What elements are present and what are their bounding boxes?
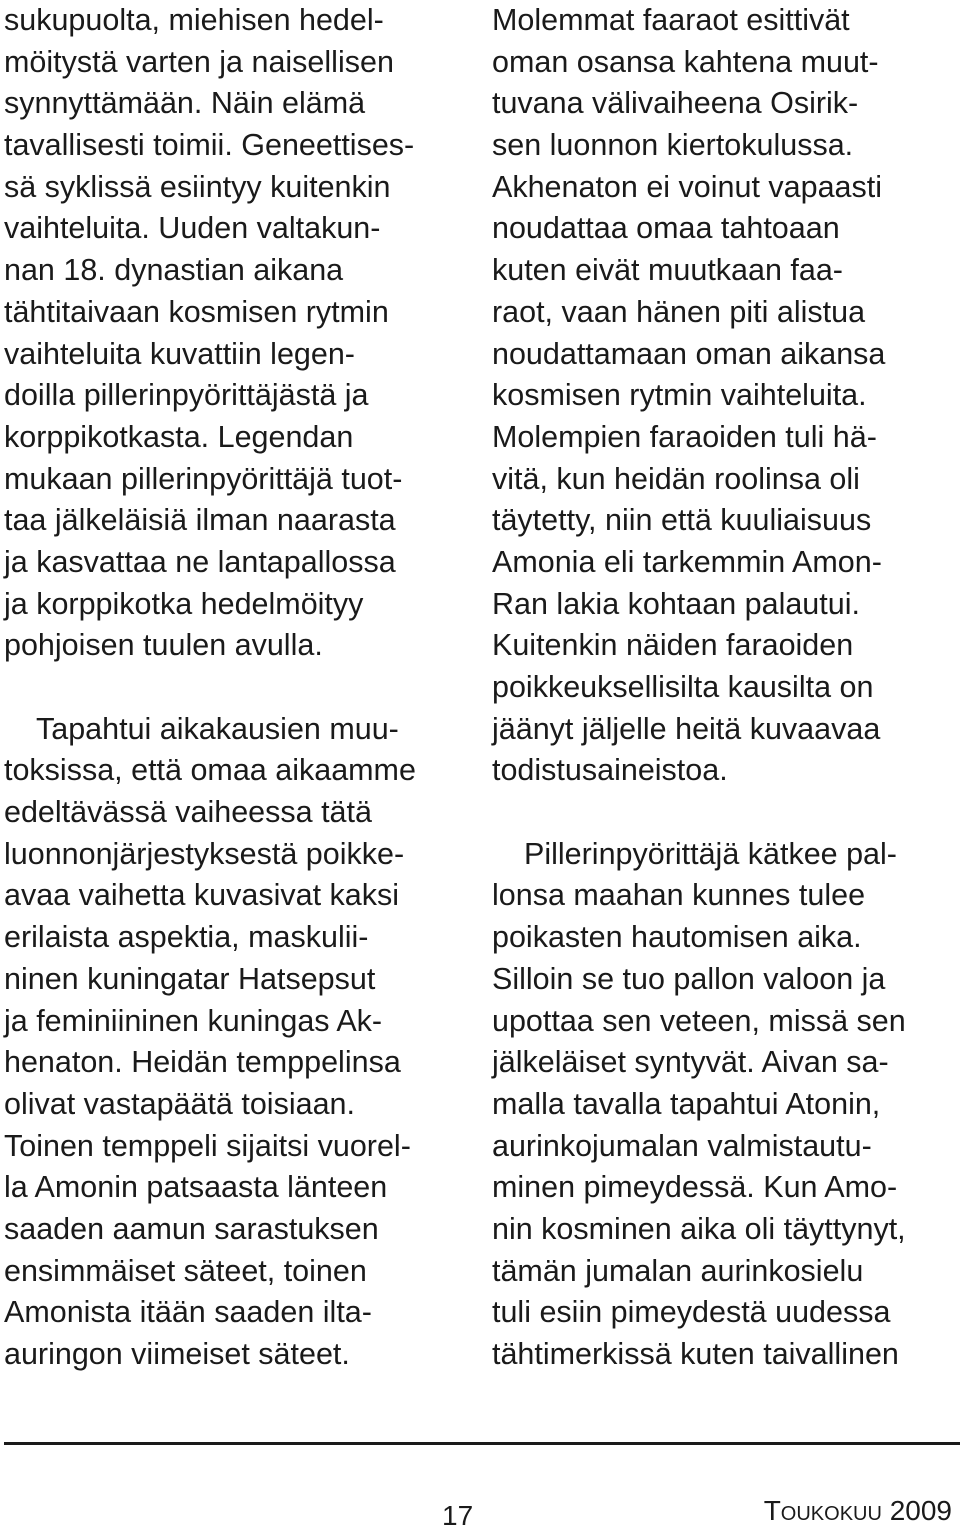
text-line: korppikotkasta. Legendan <box>4 419 354 454</box>
text-line: Silloin se tuo pallon valoon ja <box>492 961 886 996</box>
text-line: sukupuolta, miehisen hedel- <box>4 3 384 37</box>
text-line: synnyttämään. Näin elämä <box>4 86 366 121</box>
text-line: tavallisesti toimii. Geneettises- <box>4 128 415 163</box>
text-line: Pillerinpyörittäjä kätkee pal- <box>524 836 897 871</box>
text-line: mukaan pillerinpyörittäjä tuot- <box>4 461 403 496</box>
text-line: tähtimerkissä kuten taivallinen <box>492 1337 899 1371</box>
text-line: ja feminiininen kuningas Ak- <box>4 1003 383 1038</box>
text-line: todistusaineistoa. <box>492 753 728 788</box>
text-line: poikkeuksellisilta kausilta on <box>492 670 874 704</box>
text-line: tähtitaivaan kosmisen rytmin <box>4 294 389 329</box>
text-line: möitystä varten ja naisellisen <box>4 44 394 79</box>
text-line: tämän jumalan aurinkosielu <box>492 1253 864 1288</box>
text-line: ninen kuningatar Hatsepsut <box>4 961 376 996</box>
text-line: tuvana välivaiheena Osirik- <box>492 86 859 121</box>
text-line: Tapahtui aikakausien muu- <box>36 711 399 746</box>
text-line: saaden aamun sarastuksen <box>4 1211 379 1246</box>
text-line: vaihteluita. Uuden valtakun- <box>4 211 381 246</box>
text-line: oman osansa kahtena muut- <box>492 44 879 79</box>
issue-date: Toukokuu 2009 <box>763 1495 952 1526</box>
text-line: edeltävässä vaiheessa tätä <box>4 795 372 830</box>
text-line: olivat vastapäätä toisiaan. <box>4 1086 355 1121</box>
footer-rule <box>4 1442 960 1445</box>
left-paragraph-1 <box>4 0 470 667</box>
text-line: Amonista itään saaden ilta- <box>4 1295 372 1330</box>
text-line: nin kosminen aika oli täyttynyt, <box>492 1211 906 1246</box>
text-line: Molempien faraoiden tuli hä- <box>492 419 877 454</box>
text-line: la Amonin patsaasta länteen <box>4 1170 388 1205</box>
text-line: minen pimeydessä. Kun Amo- <box>492 1170 898 1205</box>
text-line: nan 18. dynastian aikana <box>4 253 344 288</box>
text-line: sen luonnon kiertokulussa. <box>492 128 854 163</box>
text-line: taa jälkeläisiä ilman naarasta <box>4 503 396 538</box>
text-line: upottaa sen veteen, missä sen <box>492 1003 906 1038</box>
text-line: jälkeläiset syntyvät. Aivan sa- <box>492 1045 889 1080</box>
right-column <box>492 0 958 1376</box>
left-column <box>4 0 470 1376</box>
text-line: vitä, kun heidän roolinsa oli <box>492 461 860 496</box>
text-line: Molemmat faaraot esittivät <box>492 3 850 37</box>
text-line: kuten eivät muutkaan faa- <box>492 253 843 288</box>
page-number: 17 <box>442 1500 474 1531</box>
left-paragraph-2 <box>4 709 470 1376</box>
text-line: ja korppikotka hedelmöityy <box>4 586 364 621</box>
text-line: Ran lakia kohtaan palautui. <box>492 586 860 621</box>
text-line: auringon viimeiset säteet. <box>4 1337 350 1371</box>
text-line: erilaista aspektia, maskulii- <box>4 920 369 955</box>
text-line: lonsa maahan kunnes tulee <box>492 878 866 913</box>
text-line: henaton. Heidän temppelinsa <box>4 1045 401 1080</box>
paragraph-gap <box>4 667 470 709</box>
text-line: kosmisen rytmin vaihteluita. <box>492 378 867 413</box>
text-line: Amonia eli tarkemmin Amon- <box>492 544 882 579</box>
text-line: ensimmäiset säteet, toinen <box>4 1253 367 1288</box>
text-line: pohjoisen tuulen avulla. <box>4 628 323 663</box>
text-line: Kuitenkin näiden faraoiden <box>492 628 854 663</box>
text-line: malla tavalla tapahtui Atonin, <box>492 1086 881 1121</box>
text-line: toksissa, että omaa aikaamme <box>4 753 416 788</box>
right-paragraph-1 <box>492 0 958 792</box>
text-line: noudattamaan oman aikansa <box>492 336 886 371</box>
text-line: luonnonjärjestyksestä poikke- <box>4 836 405 871</box>
text-line: täytetty, niin että kuuliaisuus <box>492 503 872 538</box>
text-line: avaa vaihetta kuvasivat kaksi <box>4 878 400 913</box>
text-line: ja kasvattaa ne lantapallossa <box>4 544 396 579</box>
text-line: doilla pillerinpyörittäjästä ja <box>4 378 369 413</box>
right-paragraph-2 <box>492 834 958 1376</box>
text-line: raot, vaan hänen piti alistua <box>492 294 866 329</box>
text-line: sä syklissä esiintyy kuitenkin <box>4 169 391 204</box>
text-line: noudattaa omaa tahtoaan <box>492 211 840 246</box>
text-line: poikasten hautomisen aika. <box>492 920 862 955</box>
text-line: vaihteluita kuvattiin legen- <box>4 336 355 371</box>
text-line: Toinen temppeli sijaitsi vuorel- <box>4 1128 411 1163</box>
text-line: aurinkojumalan valmistautu- <box>492 1128 872 1163</box>
text-line: jäänyt jäljelle heitä kuvaavaa <box>492 711 881 746</box>
text-line: Akhenaton ei voinut vapaasti <box>492 169 882 204</box>
text-line: tuli esiin pimeydestä uudessa <box>492 1295 891 1330</box>
paragraph-gap <box>492 792 958 834</box>
